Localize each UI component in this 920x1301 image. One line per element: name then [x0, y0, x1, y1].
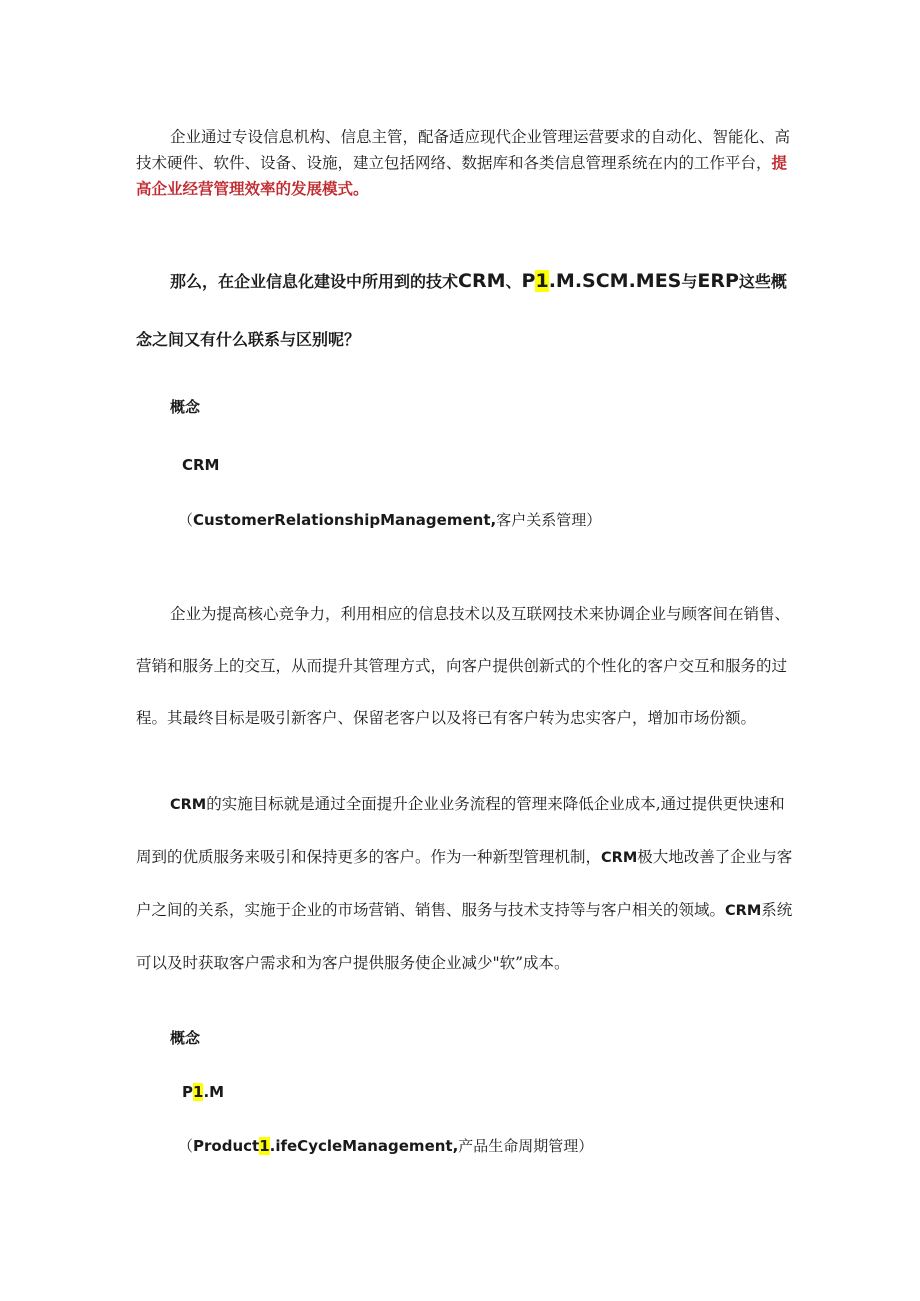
- section2-subtitle-cn: 产品生命周期管理）: [458, 1137, 594, 1155]
- section1-subtitle-open: （: [178, 511, 194, 529]
- question-part1: 那么，在企业信息化建设中所用到的技术: [170, 272, 459, 291]
- section1-subtitle-cn: 客户关系管理）: [496, 511, 602, 529]
- section2-subtitle-en-b: .ifeCycleManagement,: [269, 1137, 459, 1155]
- section1-title: CRM: [182, 456, 220, 474]
- intro-highlight: 提高企业经营管理效率的发展模式。: [136, 153, 788, 198]
- section2-subtitle-en-a: Product: [193, 1137, 260, 1155]
- intro-text: 企业通过专设信息机构、信息主管，配备适应现代企业管理运营要求的自动化、智能化、高技术硬件、软件、设备、设施，建立包括网络、数据库和各类信息管理系统在内的工作平台，: [136, 128, 791, 172]
- section1-subtitle: [178, 509, 601, 530]
- section2-title-highlight-one: 1: [193, 1083, 204, 1101]
- section2-title: [182, 1083, 224, 1101]
- crm-goal-text-3: 系统可以及时获取客户需求和为客户提供服务使企业减少"软”成本。: [136, 901, 793, 972]
- section2-title-p: P: [182, 1083, 193, 1101]
- question-paragraph: [136, 252, 796, 369]
- question-highlight-one: 1: [535, 270, 549, 292]
- question-rest: .M.SCM.MES: [548, 270, 682, 292]
- section1-concept-heading: 概念: [170, 398, 201, 416]
- crm-goal-text-1: 的实施目标就是通过全面提升企业业务流程的管理来降低企业成本,通过提供更快速和周到的优质服务来吸引和保持更多的客户。作为一种新型管理机制，: [136, 795, 785, 866]
- section2-subtitle-highlight-one: 1: [259, 1137, 270, 1155]
- question-crm: CRM: [458, 270, 506, 292]
- section2-subtitle: [178, 1135, 593, 1156]
- question-and: 与: [681, 272, 698, 291]
- crm-term: CRM: [601, 850, 638, 866]
- intro-paragraph: [136, 124, 796, 202]
- question-part2: 这些概念之间又有什么联系与区别呢？: [136, 272, 787, 349]
- question-p: P: [521, 270, 536, 292]
- crm-goal-paragraph: [136, 778, 796, 989]
- question-erp: ERP: [697, 270, 739, 292]
- section2-title-rest: .M: [203, 1083, 225, 1101]
- crm-goal-text-2: 极大地改善了企业与客户之间的关系，实施于企业的市场营销、销售、服务与技术支持等与客户相关的领域。: [136, 848, 793, 919]
- crm-definition-paragraph: 企业为提高核心竞争力，利用相应的信息技术以及互联网技术来协调企业与顾客间在销售、营销和服务上的交互，从而提升其管理方式，向客户提供创新式的个性化的客户交互和服务的过程。其最终目标是吸引新客户、保留老客户以及将已有客户转为忠实客户，增加市场份额。: [136, 605, 791, 727]
- section2-subtitle-open: （: [178, 1137, 194, 1155]
- crm-term: CRM: [725, 903, 762, 919]
- section1-subtitle-en: CustomerRelationshipManagement,: [193, 511, 497, 529]
- crm-term: CRM: [170, 797, 207, 813]
- question-sep: 、: [505, 272, 522, 291]
- section2-concept-heading: 概念: [170, 1029, 201, 1047]
